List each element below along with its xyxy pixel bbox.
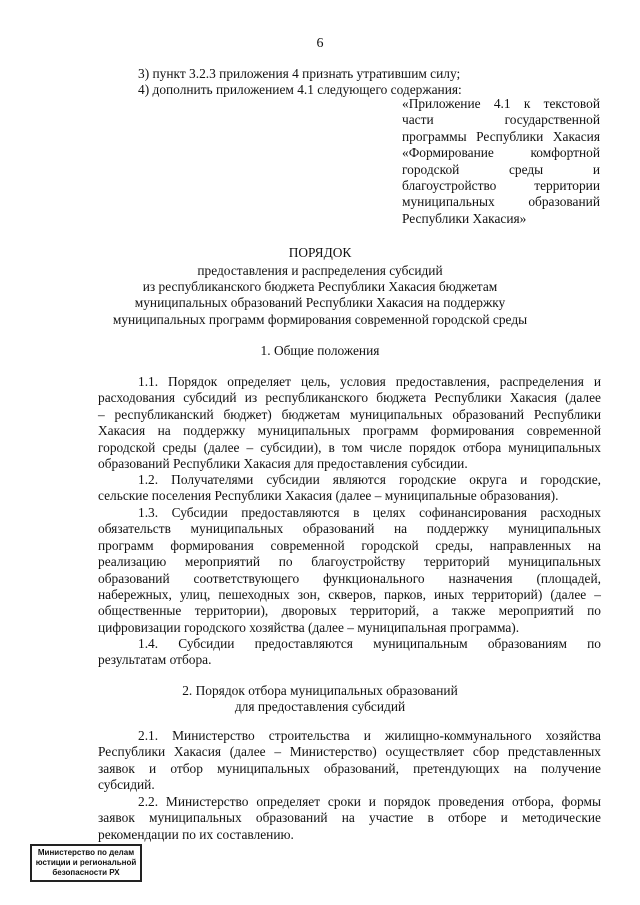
- paragraph-line: – республиканский бюджет) бюджетам муниципальных образований Республики: [98, 406, 601, 422]
- appendix-line: «Приложение 4.1 к текстовой: [402, 96, 600, 111]
- paragraph-line: 1.2. Получателями субсидии являются городские округа и городские,: [138, 472, 601, 487]
- subtitle-line: предоставления и распределения субсидий: [197, 263, 443, 278]
- paragraph-1-3: [98, 505, 601, 636]
- paragraph-line: субсидий.: [98, 777, 155, 793]
- paragraph-line: расходования субсидий из республиканского бюджета Республики Хакасия (далее: [98, 390, 601, 406]
- paragraph-1-1: [98, 374, 601, 472]
- paragraph-line: набережных, улиц, пешеходных зон, скверов, парков, иных территорий) (далее –: [98, 587, 601, 603]
- document-subtitle: [0, 263, 640, 328]
- stamp-line: Министерство по делам: [37, 848, 135, 857]
- paragraph-line: обязательств муниципальных образований на поддержку муниципальных: [98, 521, 601, 537]
- paragraph-line: заявок и отбор муниципальных образований, претендующих на получение: [98, 760, 601, 776]
- subtitle-line: муниципальных программ формирования современной городской среды: [112, 311, 528, 327]
- appendix-line: муниципальных образований: [402, 194, 600, 210]
- page-number: 6: [316, 36, 324, 51]
- paragraph-line: 1.1. Порядок определяет цель, условия предоставления, распределения и: [138, 374, 601, 389]
- paragraph-line: сельские поселения Республики Хакасия (далее – муниципальные образования).: [98, 488, 559, 504]
- appendix-line: благоустройство территории: [402, 178, 600, 194]
- paragraph-line: образований Республики Хакасия для предоставления субсидии.: [98, 456, 468, 472]
- paragraph-line: результатам отбора.: [98, 652, 212, 668]
- paragraph-2-2: [98, 794, 601, 843]
- section-2-title-line: для предоставления субсидий: [234, 699, 406, 715]
- ministry-stamp: [30, 844, 142, 882]
- document-title: ПОРЯДОК: [288, 245, 352, 260]
- section-1-title: 1. Общие положения: [260, 343, 380, 358]
- section-2-title-line: 2. Порядок отбора муниципальных образований: [182, 683, 458, 698]
- amend-item-4: 4) дополнить приложением 4.1 следующего содержания:: [138, 82, 462, 97]
- appendix-line: городской среды и: [402, 161, 600, 177]
- paragraph-line: программ формирования современной городской среды, направленных на: [98, 537, 601, 553]
- appendix-line: «Формирование комфортной: [402, 145, 600, 161]
- paragraph-line: общественные территории), дворовых территорий, а также мероприятий по: [98, 603, 601, 619]
- paragraph-1-2: [98, 472, 601, 505]
- section-2-title: [0, 683, 640, 715]
- paragraph-2-1: [98, 728, 601, 794]
- paragraph-line: цифровизации городского хозяйства (далее – муниципальная программа).: [98, 619, 520, 635]
- paragraph-line: 1.3. Субсидии предоставляются в целях софинансирования расходных: [138, 505, 601, 520]
- stamp-line: юстиции и региональной: [35, 858, 137, 867]
- amend-item-3: 3) пункт 3.2.3 приложения 4 признать утратившим силу;: [138, 66, 461, 81]
- paragraph-line: реализацию мероприятий по благоустройству территорий муниципальных: [98, 554, 601, 570]
- paragraph-line: Хакасия на поддержку муниципальных программ формирования современной: [98, 423, 601, 439]
- paragraph-line: образований соответствующего функционального назначения (площадей,: [98, 570, 601, 586]
- subtitle-line: муниципальных образований Республики Хакасия на поддержку: [134, 295, 506, 311]
- paragraph-line: 1.4. Субсидии предоставляются муниципальным образованиям по: [138, 636, 601, 651]
- appendix-heading: [402, 96, 600, 227]
- paragraph-line: 2.2. Министерство определяет сроки и порядок проведения отбора, формы: [138, 794, 601, 809]
- subtitle-line: из республиканского бюджета Республики Хакасия бюджетам: [142, 279, 498, 295]
- paragraph-1-4: [98, 636, 601, 669]
- paragraph-line: рекомендации по их составлению.: [98, 826, 294, 842]
- stamp-line: безопасности РХ: [52, 868, 120, 877]
- appendix-line: программы Республики Хакасия: [402, 128, 600, 144]
- paragraph-line: Республики Хакасия (далее – Министерство) осуществляет сбор представленных: [98, 744, 601, 760]
- paragraph-line: 2.1. Министерство строительства и жилищно-коммунального хозяйства: [138, 728, 601, 743]
- paragraph-line: заявок муниципальных образований на участие в отборе и методические: [98, 810, 601, 826]
- appendix-line: Республики Хакасия»: [402, 210, 527, 226]
- paragraph-line: городской среды (далее – субсидии), в том числе порядок отбора муниципальных: [98, 439, 601, 455]
- appendix-line: части государственной: [402, 112, 600, 128]
